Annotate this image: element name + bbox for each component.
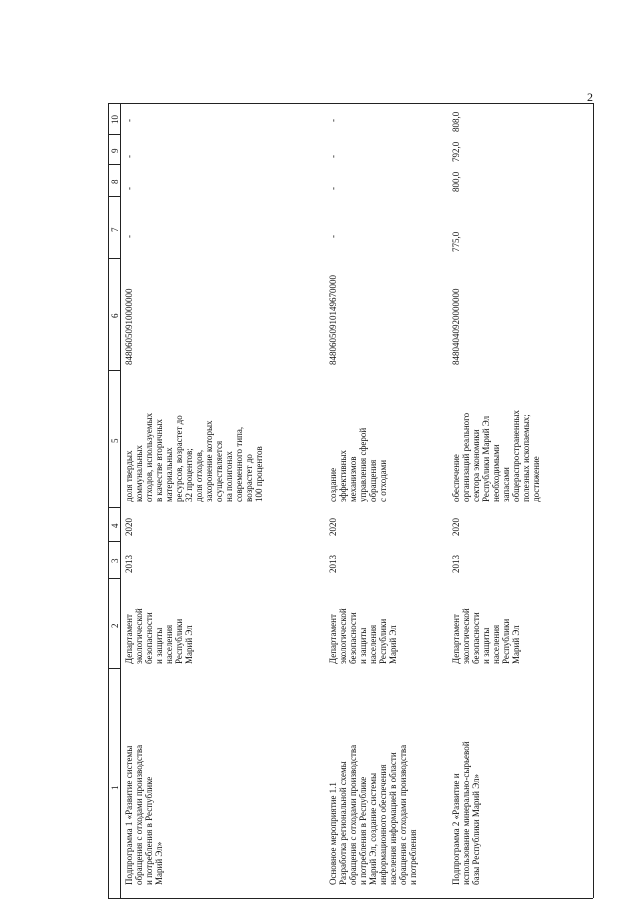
column-number-8: 8 xyxy=(110,179,120,184)
column-divider xyxy=(108,196,120,197)
row-1-end-year: 2020 xyxy=(124,518,134,536)
column-number-6: 6 xyxy=(110,313,120,318)
row-3-value-9: 792,0 xyxy=(451,141,461,162)
table-border-right xyxy=(108,103,593,104)
row-3-end-year: 2020 xyxy=(451,518,461,536)
column-divider xyxy=(108,370,120,371)
row-1-value-10: - xyxy=(124,119,134,122)
row-3-value-7: 775,0 xyxy=(451,231,461,252)
row-1-code: 84806050910000000 xyxy=(124,288,134,365)
row-3-name: Подпрограмма 2 «Развитие и использование минерально-сырьевой базы Республики Марий Эл» xyxy=(451,741,481,885)
row-2-indicator: создание эффективных механизмов управления сферой обращения с отходами xyxy=(328,427,388,502)
column-number-2: 2 xyxy=(110,623,120,628)
column-divider xyxy=(108,134,120,135)
row-3-value-10: 808,0 xyxy=(451,111,461,132)
column-number-4: 4 xyxy=(110,523,120,528)
row-2-code: 84806050910149670000 xyxy=(328,275,338,365)
table-border-bottom xyxy=(593,103,594,898)
row-3-start-year: 2013 xyxy=(451,555,461,573)
row-2-value-7: - xyxy=(328,235,338,238)
row-1-executor: Департамент экологической безопасности и защиты населения Республики Марий Эл xyxy=(124,608,194,664)
row-2-executor: Департамент экологической безопасности и защиты населения Республики Марий Эл xyxy=(328,608,398,664)
row-1-start-year: 2013 xyxy=(124,555,134,573)
column-number-5: 5 xyxy=(110,438,120,443)
column-number-3: 3 xyxy=(110,558,120,563)
column-number-1: 1 xyxy=(110,785,120,790)
column-divider xyxy=(108,164,120,165)
row-1-indicator: доля твердых коммунальных отходов, используемых в качестве вторичных материальных ресурсов, возрастет до 32 процентов; доля отходов, захоронение которых осуществляется на полигонах современного типа, возрастет до 100 процентов xyxy=(124,412,264,502)
row-2-value-10: - xyxy=(328,119,338,122)
column-divider xyxy=(108,103,109,111)
table-border-top xyxy=(108,103,109,898)
column-divider xyxy=(108,258,120,259)
column-number-10: 10 xyxy=(110,115,120,124)
row-2-value-9: - xyxy=(328,155,338,158)
column-divider xyxy=(108,507,120,508)
row-2-value-8: - xyxy=(328,187,338,190)
row-3-indicator: обеспечение организаций реального сектора экономики Республики Марий Эл необходимыми запасами общераспространенных полезных ископаемых; достижение xyxy=(451,409,541,502)
row-1-value-7: - xyxy=(124,235,134,238)
row-2-start-year: 2013 xyxy=(328,555,338,573)
column-number-7: 7 xyxy=(110,227,120,232)
table-border-left xyxy=(108,898,593,899)
row-3-code: 84804040920000000 xyxy=(451,288,461,365)
row-1-value-8: - xyxy=(124,187,134,190)
header-divider xyxy=(120,103,121,898)
row-3-executor: Департамент экологической безопасности и защиты населения Республики Марий Эл xyxy=(451,608,521,664)
row-1-value-9: - xyxy=(124,155,134,158)
row-3-value-8: 800,0 xyxy=(451,171,461,192)
row-2-end-year: 2020 xyxy=(328,518,338,536)
row-2-name: Основное мероприятие 1.1 Разработка региональной схемы обращения с отходами производства и потребления в Республике Марий Эл, создание системы информационного обеспечения населения информацией в области обращения с отходами производства и потребления xyxy=(328,744,418,885)
row-1-name: Подпрограмма 1 «Развитие системы обращения с отходами производства и потребления в Республике Марий Эл» xyxy=(124,744,164,885)
page-number: 2 xyxy=(587,90,593,104)
column-divider xyxy=(108,541,120,542)
column-divider xyxy=(108,578,120,579)
column-divider xyxy=(108,668,120,669)
column-number-9: 9 xyxy=(110,148,120,153)
